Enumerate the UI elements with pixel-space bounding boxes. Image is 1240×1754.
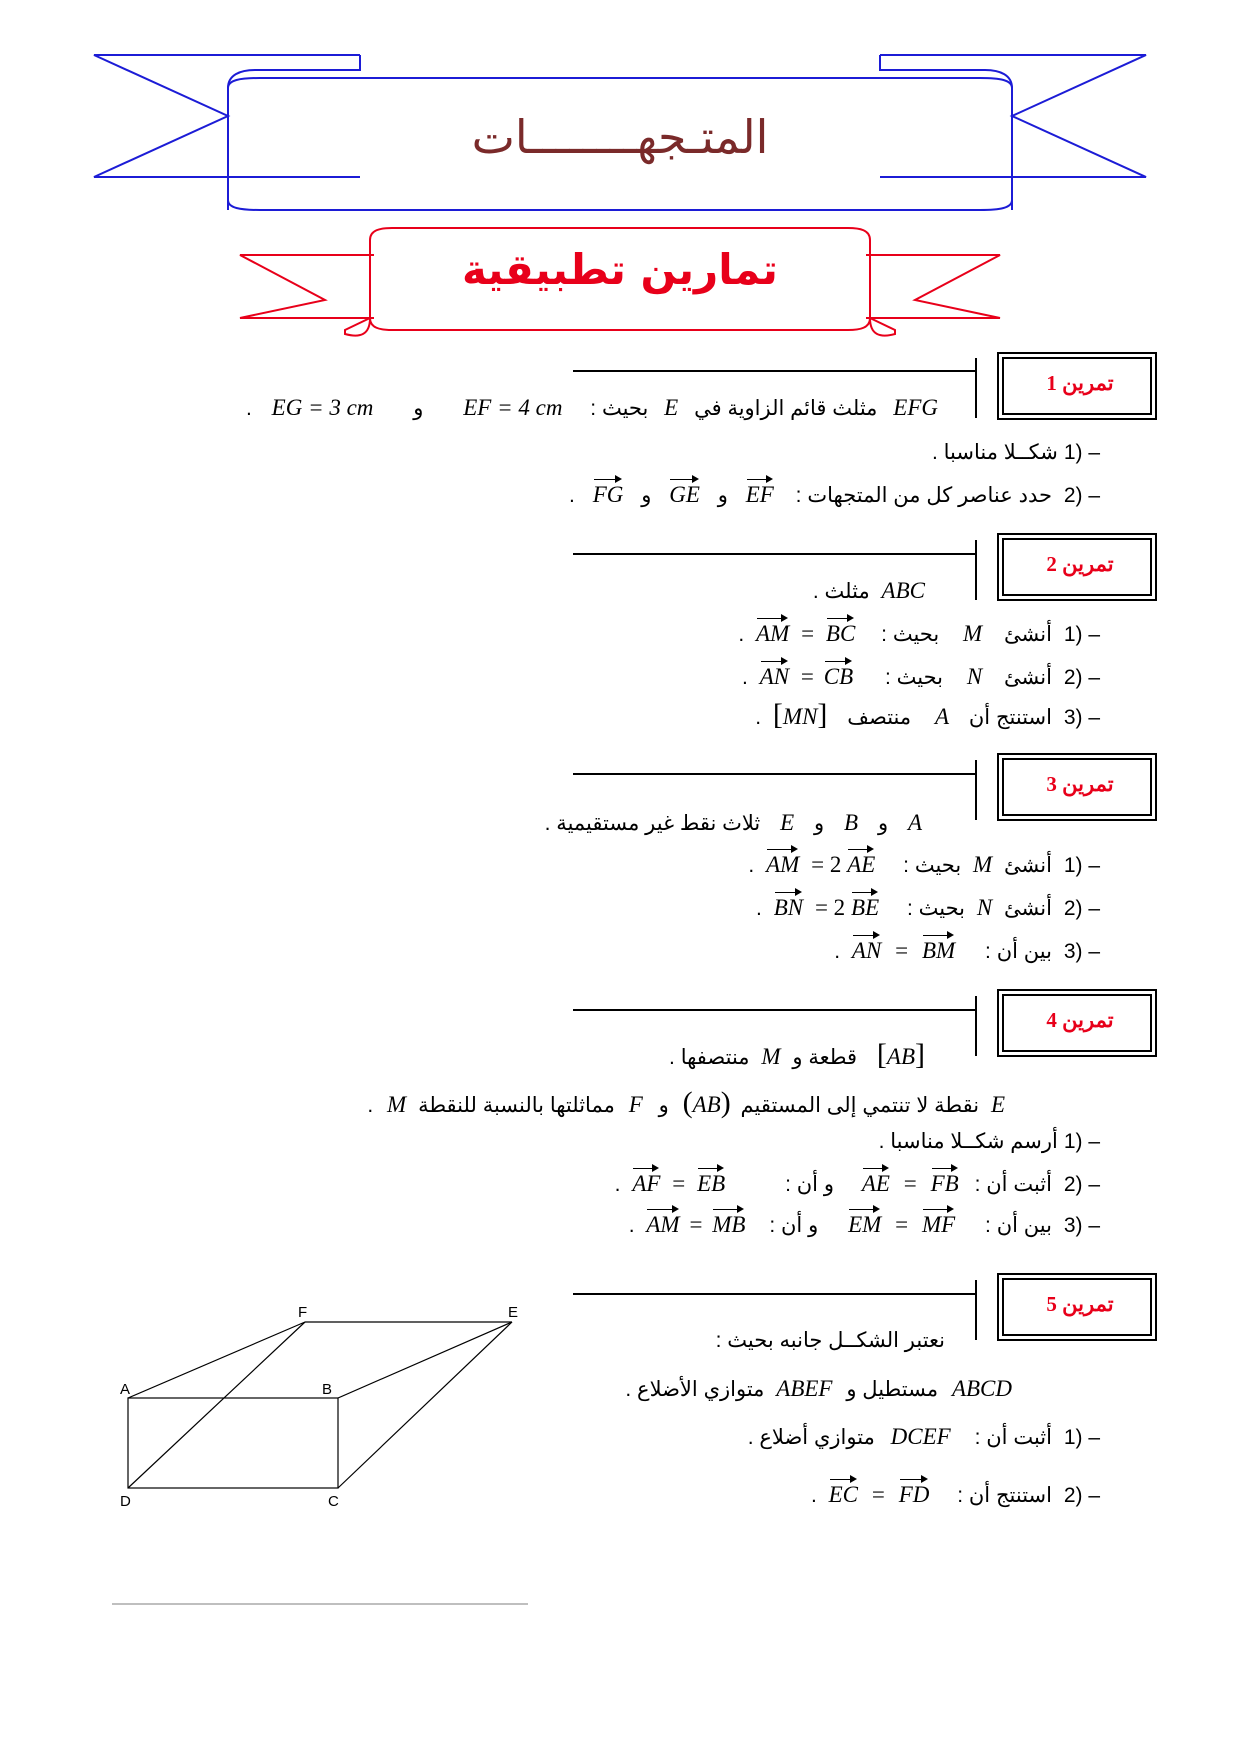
label-C: C [328, 1493, 339, 1510]
label-B: B [322, 1381, 333, 1398]
ex4-question-1: أرسم شكــلا مناسبا . 1) – [878, 1130, 1100, 1153]
ex2-question-3: . [MN] منتصف A استنتج أن 3) – [755, 698, 1100, 731]
page-subtitle: تمارين تطبيقية [462, 245, 778, 294]
ex5-statement: متوازي الأضلاع . ABEF مستطيل و ABCD [625, 1376, 1012, 1401]
segment-BE [338, 1322, 512, 1398]
exercise-1-header [1002, 357, 1152, 415]
ex3-question-1: . AM = 2 AE بحيث : M أنشئ 1) – [748, 846, 1100, 878]
exercise-number: 4 [1046, 1008, 1057, 1032]
ex2-statement: مثلث . ABC [812, 578, 925, 603]
exercise-label: تمرين [1062, 371, 1114, 395]
exercise-label: تمرين [1062, 1292, 1114, 1316]
segment-CE [338, 1322, 512, 1488]
exercise-label: تمرين [1062, 552, 1114, 576]
ex5-intro: نعتبر الشكــل جانبه بحيث : [715, 1329, 945, 1352]
ex3-statement: ثلاث نقط غير مستقيمية . E و B و A [544, 810, 922, 835]
exercise-2-header [1002, 538, 1152, 596]
ex4-statement-2: . M مماثلتها بالنسبة للنقطة F و (AB) نقطة لا تنتمي إلى المستقيم E [367, 1086, 1005, 1119]
segment-DF [128, 1322, 305, 1488]
exercise-number: 5 [1046, 1292, 1057, 1316]
ex5-question-2: . EC = FD استنتج أن : 2) – [811, 1476, 1100, 1508]
label-F: F [298, 1304, 308, 1321]
ex1-statement: . EG = 3 cm و EF = 4 cm بحيث : E مثلث قائم الزاوية في EFG [245, 395, 938, 420]
exercise-label: تمرين [1062, 772, 1114, 796]
exercise-number: 1 [1046, 371, 1057, 395]
rectangle-ABCD [128, 1398, 338, 1488]
page-title: المتـجهــــــــات [471, 110, 769, 164]
exercise-label: تمرين [1062, 1008, 1114, 1032]
exercise-3-header [1002, 758, 1152, 816]
ex2-question-2: . AN = CB بحيث : N أنشئ 2) – [742, 658, 1100, 690]
exercise-5-header [1002, 1278, 1152, 1336]
label-E: E [508, 1304, 519, 1321]
ex3-question-3: . AN = BM بين أن : 3) – [834, 932, 1100, 964]
geometry-figure [112, 1300, 532, 1620]
label-D: D [120, 1493, 131, 1510]
exercise-4-header [1002, 994, 1152, 1052]
ex4-statement-1: منتصفها . M قطعة و [AB] [669, 1038, 925, 1071]
exercise-number: 3 [1046, 772, 1057, 796]
ex4-question-2: . AF = EB و أن : AE = FB أثبت أن : 2) – [615, 1165, 1100, 1197]
ex3-question-2: . BN = 2 BE بحيث : N أنشئ 2) – [756, 889, 1100, 921]
ex1-question-1: شكــلا مناسبا . 1) – [931, 441, 1100, 464]
ex4-question-3: . AM = MB و أن : EM = MF بين أن : 3) – [629, 1206, 1100, 1238]
exercise-number: 2 [1046, 552, 1057, 576]
ex1-question-2: . FG و GE و EF حدد عناصر كل من المتجهات : 2) – [569, 476, 1100, 508]
ex5-question-1: متوازي أضلاع . DCEF أثبت أن : 1) – [747, 1424, 1100, 1449]
header-banners [0, 0, 1240, 360]
segment-AF [128, 1322, 305, 1398]
label-A: A [120, 1381, 131, 1398]
ex2-question-1: . AM = BC بحيث : M أنشئ 1) – [738, 615, 1100, 647]
